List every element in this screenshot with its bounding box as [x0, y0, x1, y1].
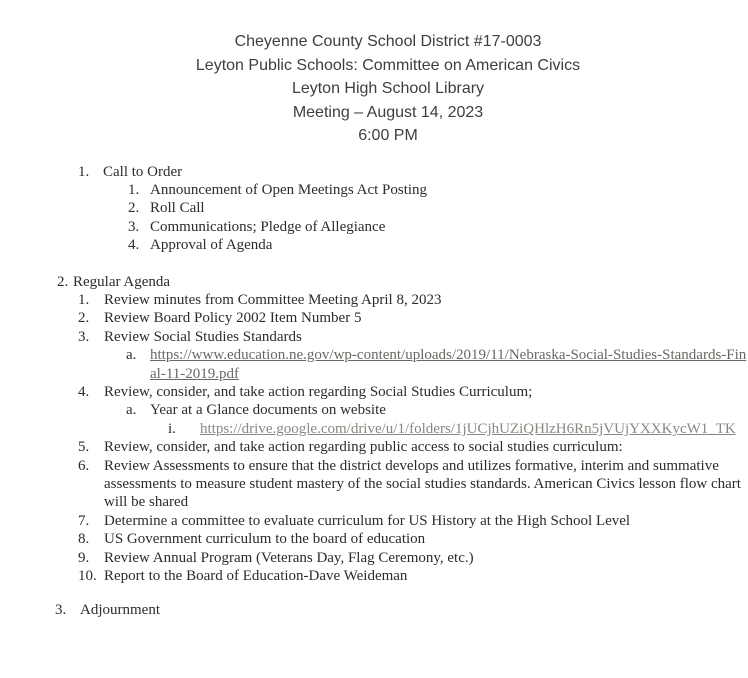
item-text: Review, consider, and take action regarding public access to social studies curriculum: [104, 439, 623, 456]
agenda-item [0, 420, 748, 438]
agenda-item [0, 512, 748, 530]
agenda-body [0, 163, 748, 620]
item-text: Approval of Agenda [150, 237, 273, 254]
education-standards-link[interactable]: https://www.education.ne.gov/wp-content/uploads/2019/11/Nebraska-Social-Studies-Standards-Final-11-2019.pdf [150, 347, 747, 382]
google-drive-folder-link[interactable]: https://drive.google.com/drive/u/1/folders/1jUCjhUZiQHlzH6Rn5jVUjYXXKycW1_TK [200, 420, 736, 437]
item-number: 6. [78, 457, 90, 474]
agenda-item [0, 401, 748, 419]
agenda-item [0, 457, 748, 512]
item-text: Review Assessments to ensure that the district develops and utilizes formative, interim and summative assessments to measure student mastery of the social studies standards. American Civics lesson flow chart will be shared [104, 457, 741, 511]
section-title: Regular Agenda [73, 273, 171, 290]
item-text: Review, consider, and take action regarding Social Studies Curriculum; [104, 383, 533, 400]
item-number: 2. [78, 310, 90, 327]
header-committee-line: Leyton Public Schools: Committee on American Civics [195, 56, 581, 74]
document-header [0, 0, 748, 148]
item-number: 4. [78, 383, 90, 400]
item-text: Roll Call [150, 200, 205, 217]
agenda-item [0, 567, 748, 585]
agenda-item [0, 218, 748, 236]
agenda-item [0, 163, 748, 181]
item-text: Announcement of Open Meetings Act Posting [150, 181, 428, 198]
header-location-line: Leyton High School Library [291, 80, 485, 97]
header-time-line: 6:00 PM [358, 127, 418, 144]
agenda-item [0, 346, 748, 383]
item-number: 5. [78, 439, 90, 456]
item-number: 2. [128, 200, 140, 217]
agenda-item [0, 438, 748, 456]
item-text: US Government curriculum to the board of education [104, 531, 426, 548]
item-number: 10. [78, 568, 97, 585]
item-text: Year at a Glance documents on website [150, 402, 386, 419]
item-number: 1. [128, 181, 140, 198]
agenda-item [0, 328, 748, 346]
item-number: a. [126, 347, 137, 364]
agenda-item [0, 383, 748, 401]
header-district-line: Cheyenne County School District #17-0003 [234, 33, 542, 50]
agenda-item [0, 181, 748, 199]
item-text: Determine a committee to evaluate curriculum for US History at the High School Level [104, 512, 631, 529]
header-date-line: Meeting – August 14, 2023 [292, 103, 484, 121]
section-title: Adjournment [80, 602, 160, 619]
item-text: Review Social Studies Standards [104, 328, 302, 345]
item-number: a. [126, 402, 137, 419]
section-title: Call to Order [103, 163, 183, 180]
agenda-section-call-to-order [0, 163, 748, 255]
agenda-item [0, 530, 748, 548]
agenda-section-adjournment [0, 601, 748, 619]
item-number: 9. [78, 549, 90, 566]
agenda-item [0, 309, 748, 327]
item-number: 2. [57, 273, 69, 290]
item-number: 7. [78, 512, 90, 529]
item-number: 4. [128, 237, 140, 254]
item-text: Review minutes from Committee Meeting April 8, 2023 [104, 291, 442, 308]
item-number: 1. [78, 163, 90, 180]
item-number: 8. [78, 531, 90, 548]
item-number: 3. [55, 602, 67, 619]
item-number: 1. [78, 291, 90, 308]
agenda-section-regular-agenda [0, 273, 748, 586]
item-number: 3. [128, 218, 140, 235]
item-text: Review Board Policy 2002 Item Number 5 [104, 310, 362, 327]
item-text: Review Annual Program (Veterans Day, Flag Ceremony, etc.) [104, 549, 474, 566]
agenda-item [0, 199, 748, 217]
agenda-item [0, 273, 748, 291]
item-text: Communications; Pledge of Allegiance [150, 218, 386, 235]
agenda-item [0, 291, 748, 309]
item-text: Report to the Board of Education-Dave Weideman [104, 568, 408, 585]
agenda-item [0, 236, 748, 254]
item-number: 3. [78, 328, 90, 345]
item-number: i. [168, 420, 176, 437]
agenda-item [0, 549, 748, 567]
agenda-item [0, 601, 748, 619]
